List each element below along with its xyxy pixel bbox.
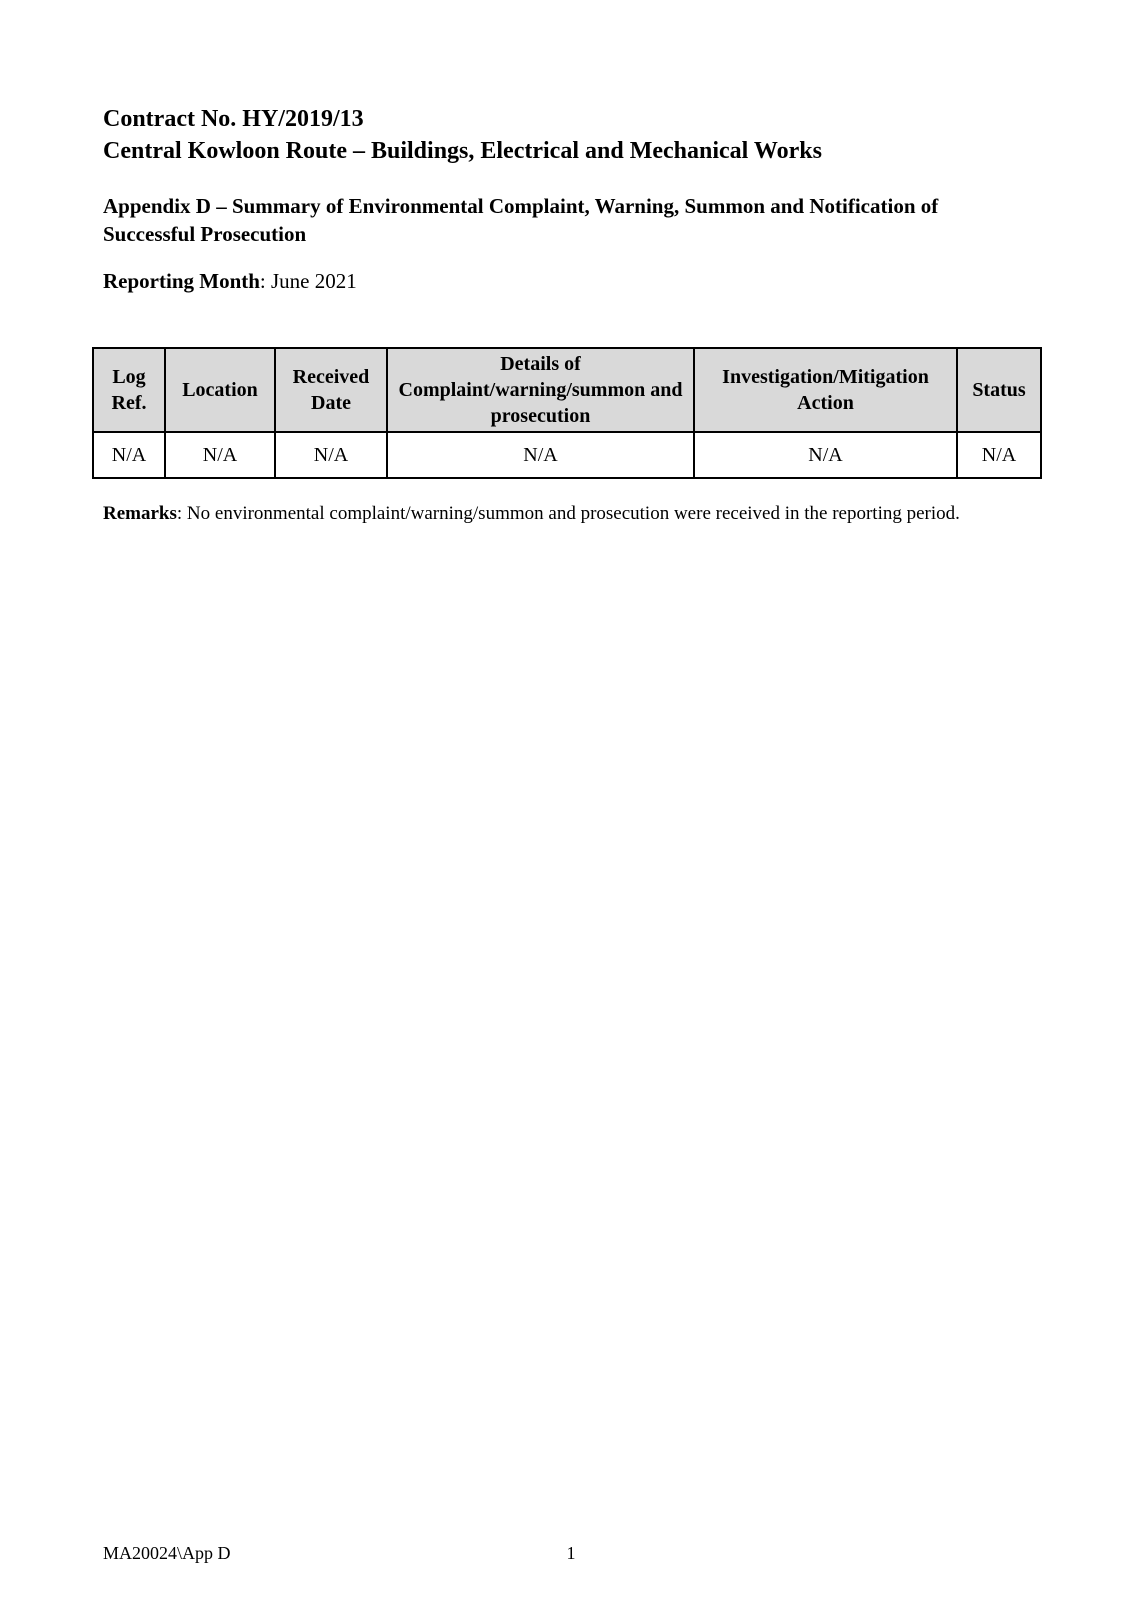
appendix-heading: Appendix D – Summary of Environmental Complaint, Warning, Summon and Notification of Successful Prosecution: [103, 194, 939, 246]
remarks-text: : No environmental complaint/warning/summon and prosecution were received in the reporting period.: [176, 503, 960, 524]
table-header-row: [93, 348, 1041, 432]
cell-log-ref: N/A: [93, 432, 165, 478]
contract-number-line: Contract No. HY/2019/13: [103, 106, 364, 132]
cell-location: N/A: [165, 432, 275, 478]
remarks-label: Remarks: [103, 503, 177, 524]
table-row: [93, 432, 1041, 478]
reporting-month-line: [103, 267, 357, 295]
footer-page-number: 1: [566, 1543, 576, 1563]
header-location: Location: [165, 348, 275, 432]
complaint-summary-table: [92, 347, 1042, 479]
reporting-month-label: Reporting Month: [103, 269, 260, 293]
reporting-month-value: : June 2021: [259, 269, 357, 293]
cell-received-date: N/A: [275, 432, 387, 478]
cell-details: N/A: [387, 432, 694, 478]
cell-status: N/A: [957, 432, 1041, 478]
cell-investigation-action: N/A: [694, 432, 957, 478]
footer-doc-ref: MA20024\App D: [103, 1543, 231, 1563]
document-title: [103, 103, 1053, 167]
page-footer: [0, 1540, 1142, 1566]
header-log-ref: Log Ref.: [93, 348, 165, 432]
header-received-date: Received Date: [275, 348, 387, 432]
header-status: Status: [957, 348, 1041, 432]
header-investigation-action: Investigation/Mitigation Action: [694, 348, 957, 432]
header-details: Details of Complaint/warning/summon and prosecution: [387, 348, 694, 432]
remarks-line: [103, 501, 1023, 527]
contract-name-line: Central Kowloon Route – Buildings, Electrical and Mechanical Works: [103, 138, 822, 164]
